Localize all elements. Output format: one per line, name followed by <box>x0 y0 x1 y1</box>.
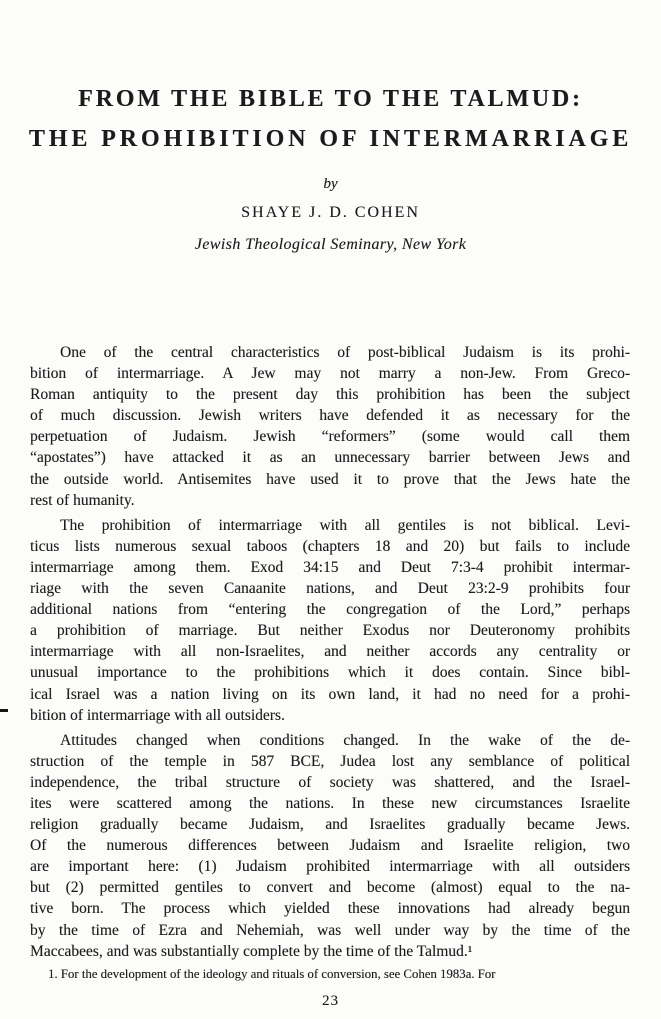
author-name: SHAYE J. D. COHEN <box>241 204 420 221</box>
author-affiliation: Jewish Theological Seminary, New York <box>194 236 467 253</box>
body-line: bition of intermarriage. A Jew may not marry a non-Jew. From Greco- <box>30 365 630 383</box>
body-line: One of the central characteristics of post-biblical Judaism is its prohi- <box>60 344 630 361</box>
body-line: Maccabees, and was substantially complete by the time of the Talmud.¹ <box>30 942 473 960</box>
body-line: religion gradually became Judaism, and Israelites gradually became Jews. <box>30 816 630 834</box>
body-line: ites were scattered among the nations. In these new circumstances Israelite <box>30 794 630 812</box>
body-line: riage with the seven Canaanite nations, and Deut 23:2-9 prohibits four <box>30 580 630 598</box>
body-line: are important here: (1) Judaism prohibited intermarriage with all outsiders <box>30 858 630 876</box>
body-line: rest of humanity. <box>30 491 135 509</box>
body-line: perpetuation of Judaism. Jewish “reformers” (some would call them <box>30 428 630 446</box>
body-line: Of the numerous differences between Judaism and Israelite religion, two <box>30 837 630 855</box>
body-line: unusual importance to the prohibitions which it does contain. Since bibl- <box>30 664 630 682</box>
body-line: of much discussion. Jewish writers have defended it as necessary for the <box>30 407 630 425</box>
body-line: struction of the temple in 587 BCE, Judea lost any semblance of political <box>30 752 630 770</box>
paragraph-2 <box>30 515 630 726</box>
body-line: intermarriage among them. Exod 34:15 and Deut 7:3-4 prohibit intermar- <box>30 558 630 576</box>
body-line: bition of intermarriage with all outsiders. <box>30 706 285 724</box>
body-line: ical Israel was a nation living on its own land, it had no need for a prohi- <box>30 685 630 703</box>
body-line: additional nations from “entering the congregation of the Lord,” perhaps <box>30 601 630 619</box>
byline: by <box>323 176 338 192</box>
body-line: a prohibition of marriage. But neither Exodus nor Deuteronomy prohibits <box>30 622 630 640</box>
body-line: the outside world. Antisemites have used it to prove that the Jews hate the <box>30 470 630 488</box>
article-title-line-2: THE PROHIBITION OF INTERMARRIAGE <box>28 126 633 153</box>
body-line: ticus lists numerous sexual taboos (chapters 18 and 20) but fails to include <box>30 537 630 555</box>
article-title-line-1: FROM THE BIBLE TO THE TALMUD: <box>78 86 583 113</box>
body-line: Roman antiquity to the present day this prohibition has been the subject <box>30 386 630 404</box>
body-line: The prohibition of intermarriage with all gentiles is not biblical. Levi- <box>60 516 630 534</box>
body-line: tive born. The process which yielded these innovations had already begun <box>30 900 630 918</box>
body-line: Attitudes changed when conditions changed. In the wake of the de- <box>60 731 630 749</box>
article-title <box>0 79 661 159</box>
body-line: intermarriage with all non-Israelites, and neither accords any centrality or <box>30 643 630 661</box>
paragraph-1 <box>30 342 630 511</box>
body-text <box>30 342 630 962</box>
paragraph-3 <box>30 730 630 962</box>
body-line: but (2) permitted gentiles to convert and become (almost) equal to the na- <box>30 879 630 897</box>
body-line: independence, the tribal structure of society was shattered, and the Israel- <box>30 773 630 791</box>
scan-artifact-mark <box>0 709 8 712</box>
page-number: 23 <box>322 993 339 1009</box>
footnote: 1. For the development of the ideology and rituals of conversion, see Cohen 1983a. For <box>48 967 496 981</box>
body-line: “apostates”) have attacked it as an unnecessary barrier between Jews and <box>30 449 630 467</box>
body-line: by the time of Ezra and Nehemiah, was well under way by the time of the <box>30 921 630 939</box>
